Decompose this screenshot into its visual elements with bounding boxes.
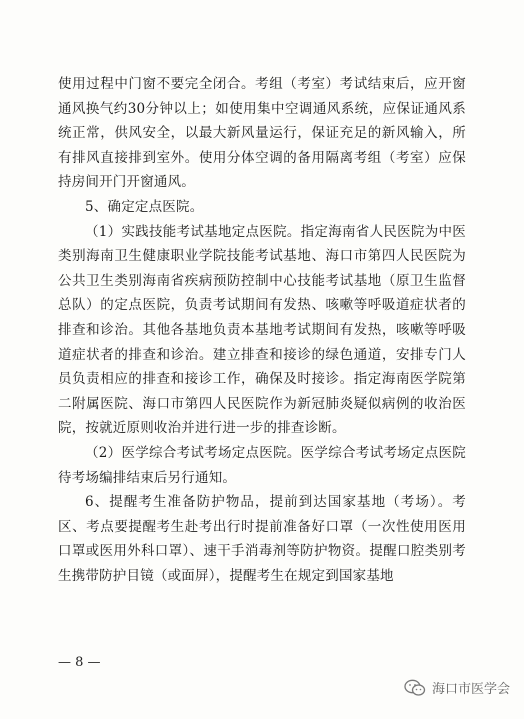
paragraph-comprehensive-exam-hospital: （2）医学综合考试考场定点医院。医学综合考试考场定点医院待考场编排结束后另行通知。 (58, 444, 466, 486)
paragraph-skills-exam-hospital: （1）实践技能考试基地定点医院。指定海南省人民医院为中医类别海南卫生健康职业学院技能考试基地、海口市第四人民医院为公共卫生类别海南省疾病预防控制中心技能考试基地（原卫生监督总队）的定点医院，负责考试期间有发热、咳嗽等呼吸道症状者的排查和诊治。其他各基地负责本基地考试期间有发热，咳嗽等呼吸道症状者的排查和诊治。建立排查和接诊的绿色通道，安排专门人员负责相应的排查和接诊工作，确保及时接诊。指定海南医学院第二附属医院、海口市第四人民医院作为新冠肺炎疑似病例的收治医院，按就近原则收治并进行进一步的排查诊断。 (58, 223, 466, 437)
paragraph-designated-hospital-heading: 5、确定定点医院。 (85, 198, 204, 215)
wechat-icon (404, 679, 426, 697)
paragraph-protective-items: 6、提醒考生准备防护物品，提前到达国家基地（考场）。考区、考点要提醒考生赴考出行时提前准备好口罩（一次性使用医用口罩或医用外科口罩）、速干手消毒剂等防护物资。提醒口腔类别考生携带防护目镜（或面屏），提醒考生在规定到国家基地 (58, 494, 466, 584)
paragraph-ventilation: 使用过程中门窗不要完全闭合。考组（考室）考试结束后，应开窗通风换气约30分钟以上；如使用集中空调通风系统，应保证通风系统正常，供风安全，以最大新风量运行，保证充足的新风输入，所有排风直接排到室外。使用分体空调的备用隔离考组（考室）应保持房间开门开窗通风。 (58, 76, 466, 191)
document-body (58, 72, 466, 588)
watermark-text: 海口市医学会 (431, 682, 510, 697)
watermark (404, 678, 510, 697)
page-number: — 8 — (58, 655, 101, 670)
